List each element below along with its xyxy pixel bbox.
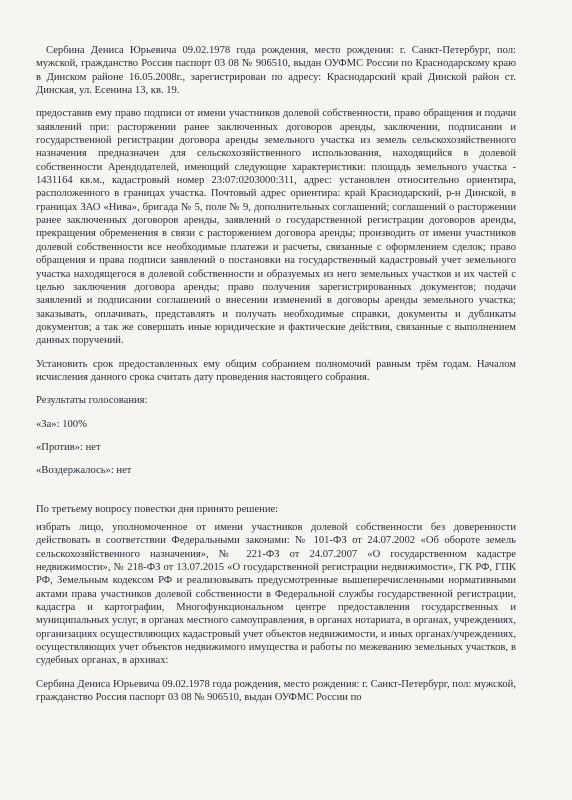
term-paragraph: Установить срок предоставленных ему общим собранием полномочий равным трём годам. Началом исчисления данного срока считать дату проведения настоящего собрания. — [36, 358, 516, 383]
representative-details-repeat: Сербина Дениса Юрьевича 09.02.1978 года рождения, место рождения: г. Санкт-Петербург, пол: мужской, гражданство Россия паспорт 03 08 № 906510, выдан ОУФМС России по — [36, 678, 516, 704]
vote-abstain: «Воздержалось»: нет — [36, 465, 132, 477]
powers-paragraph: предоставив ему право подписи от имени участников долевой собственности, право обращения и подачи заявлений при: расторжении ранее заключенных договоров аренды, заключении, подписании и государственной регистрации договора аренды земельного участка из земель сельскохозяйственного назначения предназначен для сельскохозяйственного использования, находящийся в долевой собственности Арендодателей, имеющий следующие характеристики: площадь земельного участка - 1431164 кв.м., кадастровый номер 23:07:0203000:311, адрес: установлен относительно ориентира, расположенного в границах участка. Почтовый адрес ориентира: край Краснодарский, р-н Динской, в границах ЗАО «Нива», бригада № 5, поле № 9, дополнительных соглашений; соглашений о расторжении ранее заключенных договоров аренды, заявлений о государственной регистрации договоров аренды, прекращения обременения в связи с расторжением договора аренды; производить от имени участников долевой собственности все необходимые платежи и расчеты, связанные с оформлением сделок; право обращения и права подписи заявлений о постановки на государственный кадастровый учет земельного участка находящегося в долевой собственности и образуемых из него земельных участков и их частей с целью заключения договора аренды; право получения зарегистрированных документов; подачи заявлений и подписании соглашений о внесении изменений в договоры аренды земельного участка; заказывать, оплачивать, представлять и получать необходимые справки, документы и дубликаты документов; а так же совершать иные юридические и фактические действия, связанные с выполнением данных поручений. — [36, 108, 516, 347]
vote-against: «Против»: нет — [36, 441, 101, 453]
third-question-heading: По третьему вопросу повестки дня принято решение: — [36, 503, 279, 515]
representative-details: Сербина Дениса Юрьевича 09.02.1978 года рождения, место рождения: г. Санкт-Петербург, пол: мужской, гражданство Россия паспорт 03 08 № 906510, выдан ОУФМС России по Краснодарскому краю в Динском районе 16.05.2008г., зарегистрирован по адресу: Краснодарский край Динской район ст. Динская, ул. Есенина 13, кв. 19. — [36, 45, 516, 97]
vote-for: «За»: 100% — [36, 418, 87, 430]
third-question-decision: избрать лицо, уполномоченное от имени участников долевой собственности без доверенности действовать в соответствии Федеральными законами: № 101-ФЗ от 24.07.2002 «Об обороте земель сельскохозяйственного назначения», № 221-ФЗ от 24.07.2007 «О государственном кадастре недвижимости», № 218-ФЗ от 13.07.2015 «О государственной регистрации недвижимости», ГК РФ, ГПК РФ, Земельным кодексом РФ и реализовывать предусмотренные вышеперечисленными нормативными актами права участников долевой собственности в Федеральной службы государственной регистрации, кадастра и картографии, Многофункциональном центре предоставления государственных и муниципальных услуг, в органах местного самоуправления, в органах нотариата, в органах, учреждениях, организациях осуществляющих кадастровый учет объектов недвижимости, и иных органах/учреждениях, осуществляющих учет объектов недвижимого имущества и работы по межеванию земельных участков, в судебных органах, в архивах: — [36, 521, 516, 667]
voting-results-title: Результаты голосования: — [36, 395, 148, 407]
